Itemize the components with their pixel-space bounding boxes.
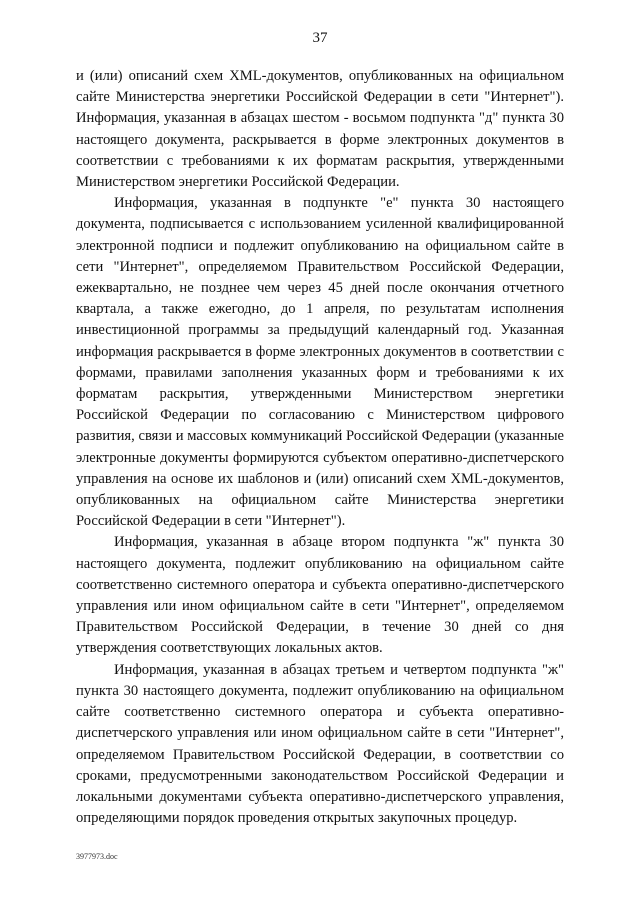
- paragraph: Информация, указанная в абзацах третьем и четвертом подпункта "ж" пункта 30 настоящего документа, подлежит опубликованию на официальном сайте соответственно системного оператора и субъекта оперативно-диспетчерского управления или ином официальном сайте в сети "Интернет", определяемом Правительством Российской Федерации, в соответствии со сроками, предусмотренными законодательством Российской Федерации и локальными документами субъекта оперативно-диспетчерского управления, определяющими порядок проведения открытых закупочных процедур.: [76, 661, 564, 827]
- page-number: 37: [312, 30, 328, 46]
- paragraph: Информация, указанная в абзаце втором подпункта "ж" пункта 30 настоящего документа, подлежит опубликованию на официальном сайте соответственно системного оператора и субъекта оперативно-диспетчерского управления или ином официальном сайте в сети "Интернет", определяемом Правительством Российской Федерации, в течение 30 дней со дня утверждения соответствующих локальных актов.: [76, 534, 564, 657]
- paragraph: Информация, указанная в подпункте "е" пункта 30 настоящего документа, подписывается с использованием усиленной квалифицированной электронной подписи и подлежит опубликованию на официальном сайте в сети "Интернет", определяемом Правительством Российской Федерации, ежеквартально, не позднее чем через 45 дней после окончания отчетного квартала, а также ежегодно, до 1 апреля, по результатам исполнения инвестиционной программы за предыдущий календарный год. Указанная информация раскрывается в форме электронных документов в соответствии с формами, правилами заполнения указанных форм и требованиями к их форматам раскрытия, утвержденными Министерством энергетики Российской Федерации по согласованию с Министерством цифрового развития, связи и массовых коммуникаций Российской Федерации (указанные электронные документы формируются субъектом оперативно-диспетчерского управления на основе их шаблонов и (или) описаний схем XML-документов, опубликованных на официальном сайте Министерства энергетики Российской Федерации в сети "Интернет").: [76, 195, 564, 530]
- paragraph-continuation: и (или) описаний схем XML-документов, опубликованных на официальном сайте Министерства энергетики Российской Федерации в сети "Интернет"). Информация, указанная в абзацах шестом - восьмом подпункта "д" пункта 30 настоящего документа, раскрывается в форме электронных документов в соответствии с требованиями к их форматам раскрытия, утвержденными Министерством энергетики Российской Федерации.: [76, 68, 564, 191]
- document-file-reference: 3977973.doc: [76, 852, 118, 861]
- document-body: [76, 66, 564, 829]
